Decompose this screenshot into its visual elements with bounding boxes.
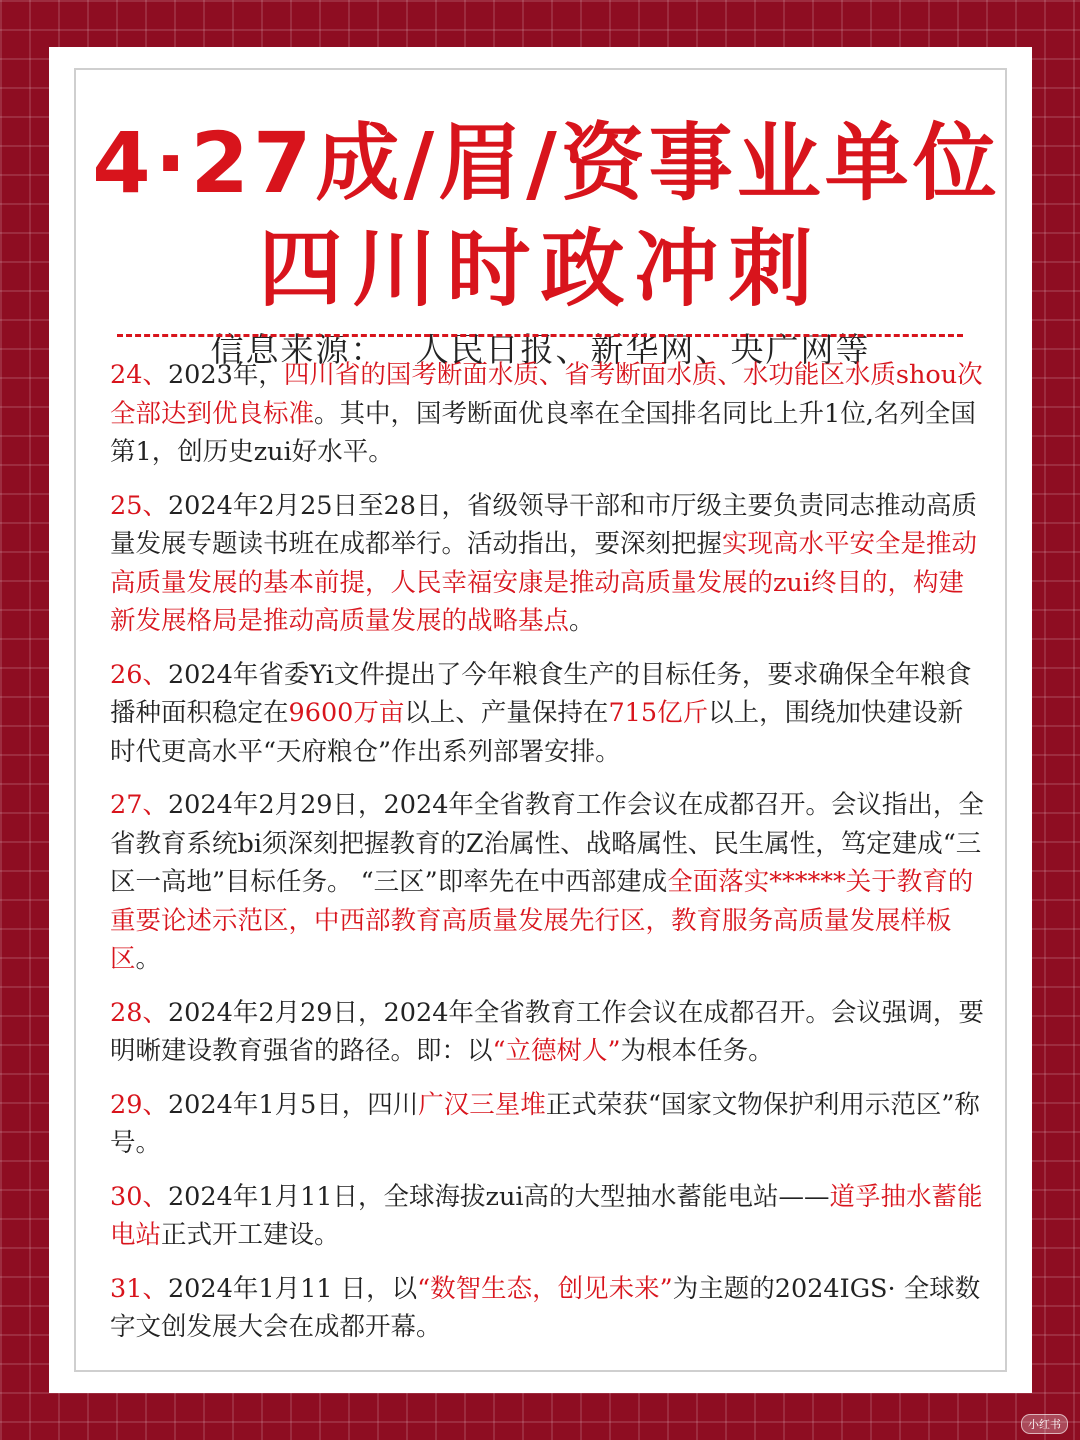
list-item: 28、2024年2月29日，2024年全省教育工作会议在成都召开。会议强调，要明晰建设教育强省的路径。即：以“立德树人”为根本任务。 (110, 997, 984, 1066)
list-item: 26、2024年省委Yi文件提出了今年粮食生产的目标任务，要求确保全年粮食播种面积稳定在9600万亩以上、产量保持在715亿斤以上，围绕加快建设新时代更高水平“天府粮仓”作出系列部署安排。 (110, 659, 972, 767)
list-item: 30、2024年1月11日，全球海拔zui高的大型抽水蓄能电站——道孚抽水蓄能电站正式开工建设。 (110, 1181, 983, 1250)
highlight-text: 四川省的国考断面水质、省考断面水质、水功能区水质shou次全部达到优良标准 (110, 360, 983, 429)
item-number: 29、 (110, 1089, 168, 1120)
list-item: 25、2024年2月25日至28日，省级领导干部和市厅级主要负责同志推动高质量发展专题读书班在成都举行。活动指出，要深刻把握实现高水平安全是推动高质量发展的基本前提，人民幸福安康是推动高质量发展的zui终目的，构建新发展格局是推动高质量发展的战略基点。 (110, 490, 978, 636)
title-line-1: 4·27成/眉/资事业单位 (92, 114, 1001, 212)
item-number: 26、 (110, 659, 168, 690)
item-number: 25、 (110, 490, 168, 521)
highlight-text: “立德树人” (492, 1036, 621, 1066)
item-number: 27、 (110, 790, 168, 820)
news-list (110, 356, 986, 1362)
highlight-text: 实现高水平安全是推动高质量发展的基本前提，人民幸福安康是推动高质量发展的zui终目的，构建新发展格局是推动高质量发展的战略基点 (110, 529, 978, 636)
item-number: 31、 (110, 1273, 168, 1304)
highlight-text: 道孚抽水蓄能电站 (110, 1181, 983, 1250)
list-item: 29、2024年1月5日，四川广汉三星堆正式荣获“国家文物保护利用示范区”称号。 (110, 1089, 980, 1158)
item-number: 30、 (110, 1181, 168, 1212)
dashed-divider (117, 334, 963, 337)
title-line-2: 四川时政冲刺 (258, 220, 823, 318)
highlight-text: 715亿斤 (608, 698, 709, 728)
list-item: 31、2024年1月11 日，以“数智生态，创见未来”为主题的2024IGS· 全球数字文创发展大会在成都开幕。 (110, 1273, 981, 1342)
source-label: 信息来源： (210, 330, 386, 369)
item-number: 28、 (110, 997, 168, 1028)
highlight-text: “数智生态，创见未来” (417, 1273, 673, 1304)
watermark-badge: 小红书 (1021, 1414, 1068, 1434)
highlight-text: 9600万亩 (288, 698, 405, 728)
source-value: 人民日报、新华网、央广网等 (415, 330, 871, 369)
page-title (49, 113, 1032, 319)
highlight-text: 广汉三星堆 (418, 1089, 546, 1120)
list-item: 27、2024年2月29日，2024年全省教育工作会议在成都召开。会议指出，全省教育系统bi须深刻把握教育的Z治属性、战略属性、民生属性，笃定建成“三区一高地”目标任务。 “三区”即率先在中西部建成全面落实******关于教育的重要论述示范区，中西部教育高质量发展先行区，教育服务高质量发展样板区。 (110, 790, 984, 974)
list-item: 24、2023年，四川省的国考断面水质、省考断面水质、水功能区水质shou次全部达到优良标准。其中，国考断面优良率在全国排名同比上升1位,名列全国第1，创历史zui好水平。 (110, 360, 983, 467)
highlight-text: 全面落实******关于教育的重要论述示范区，中西部教育高质量发展先行区，教育服务高质量发展样板区 (110, 867, 974, 974)
item-number: 24、 (110, 360, 168, 390)
